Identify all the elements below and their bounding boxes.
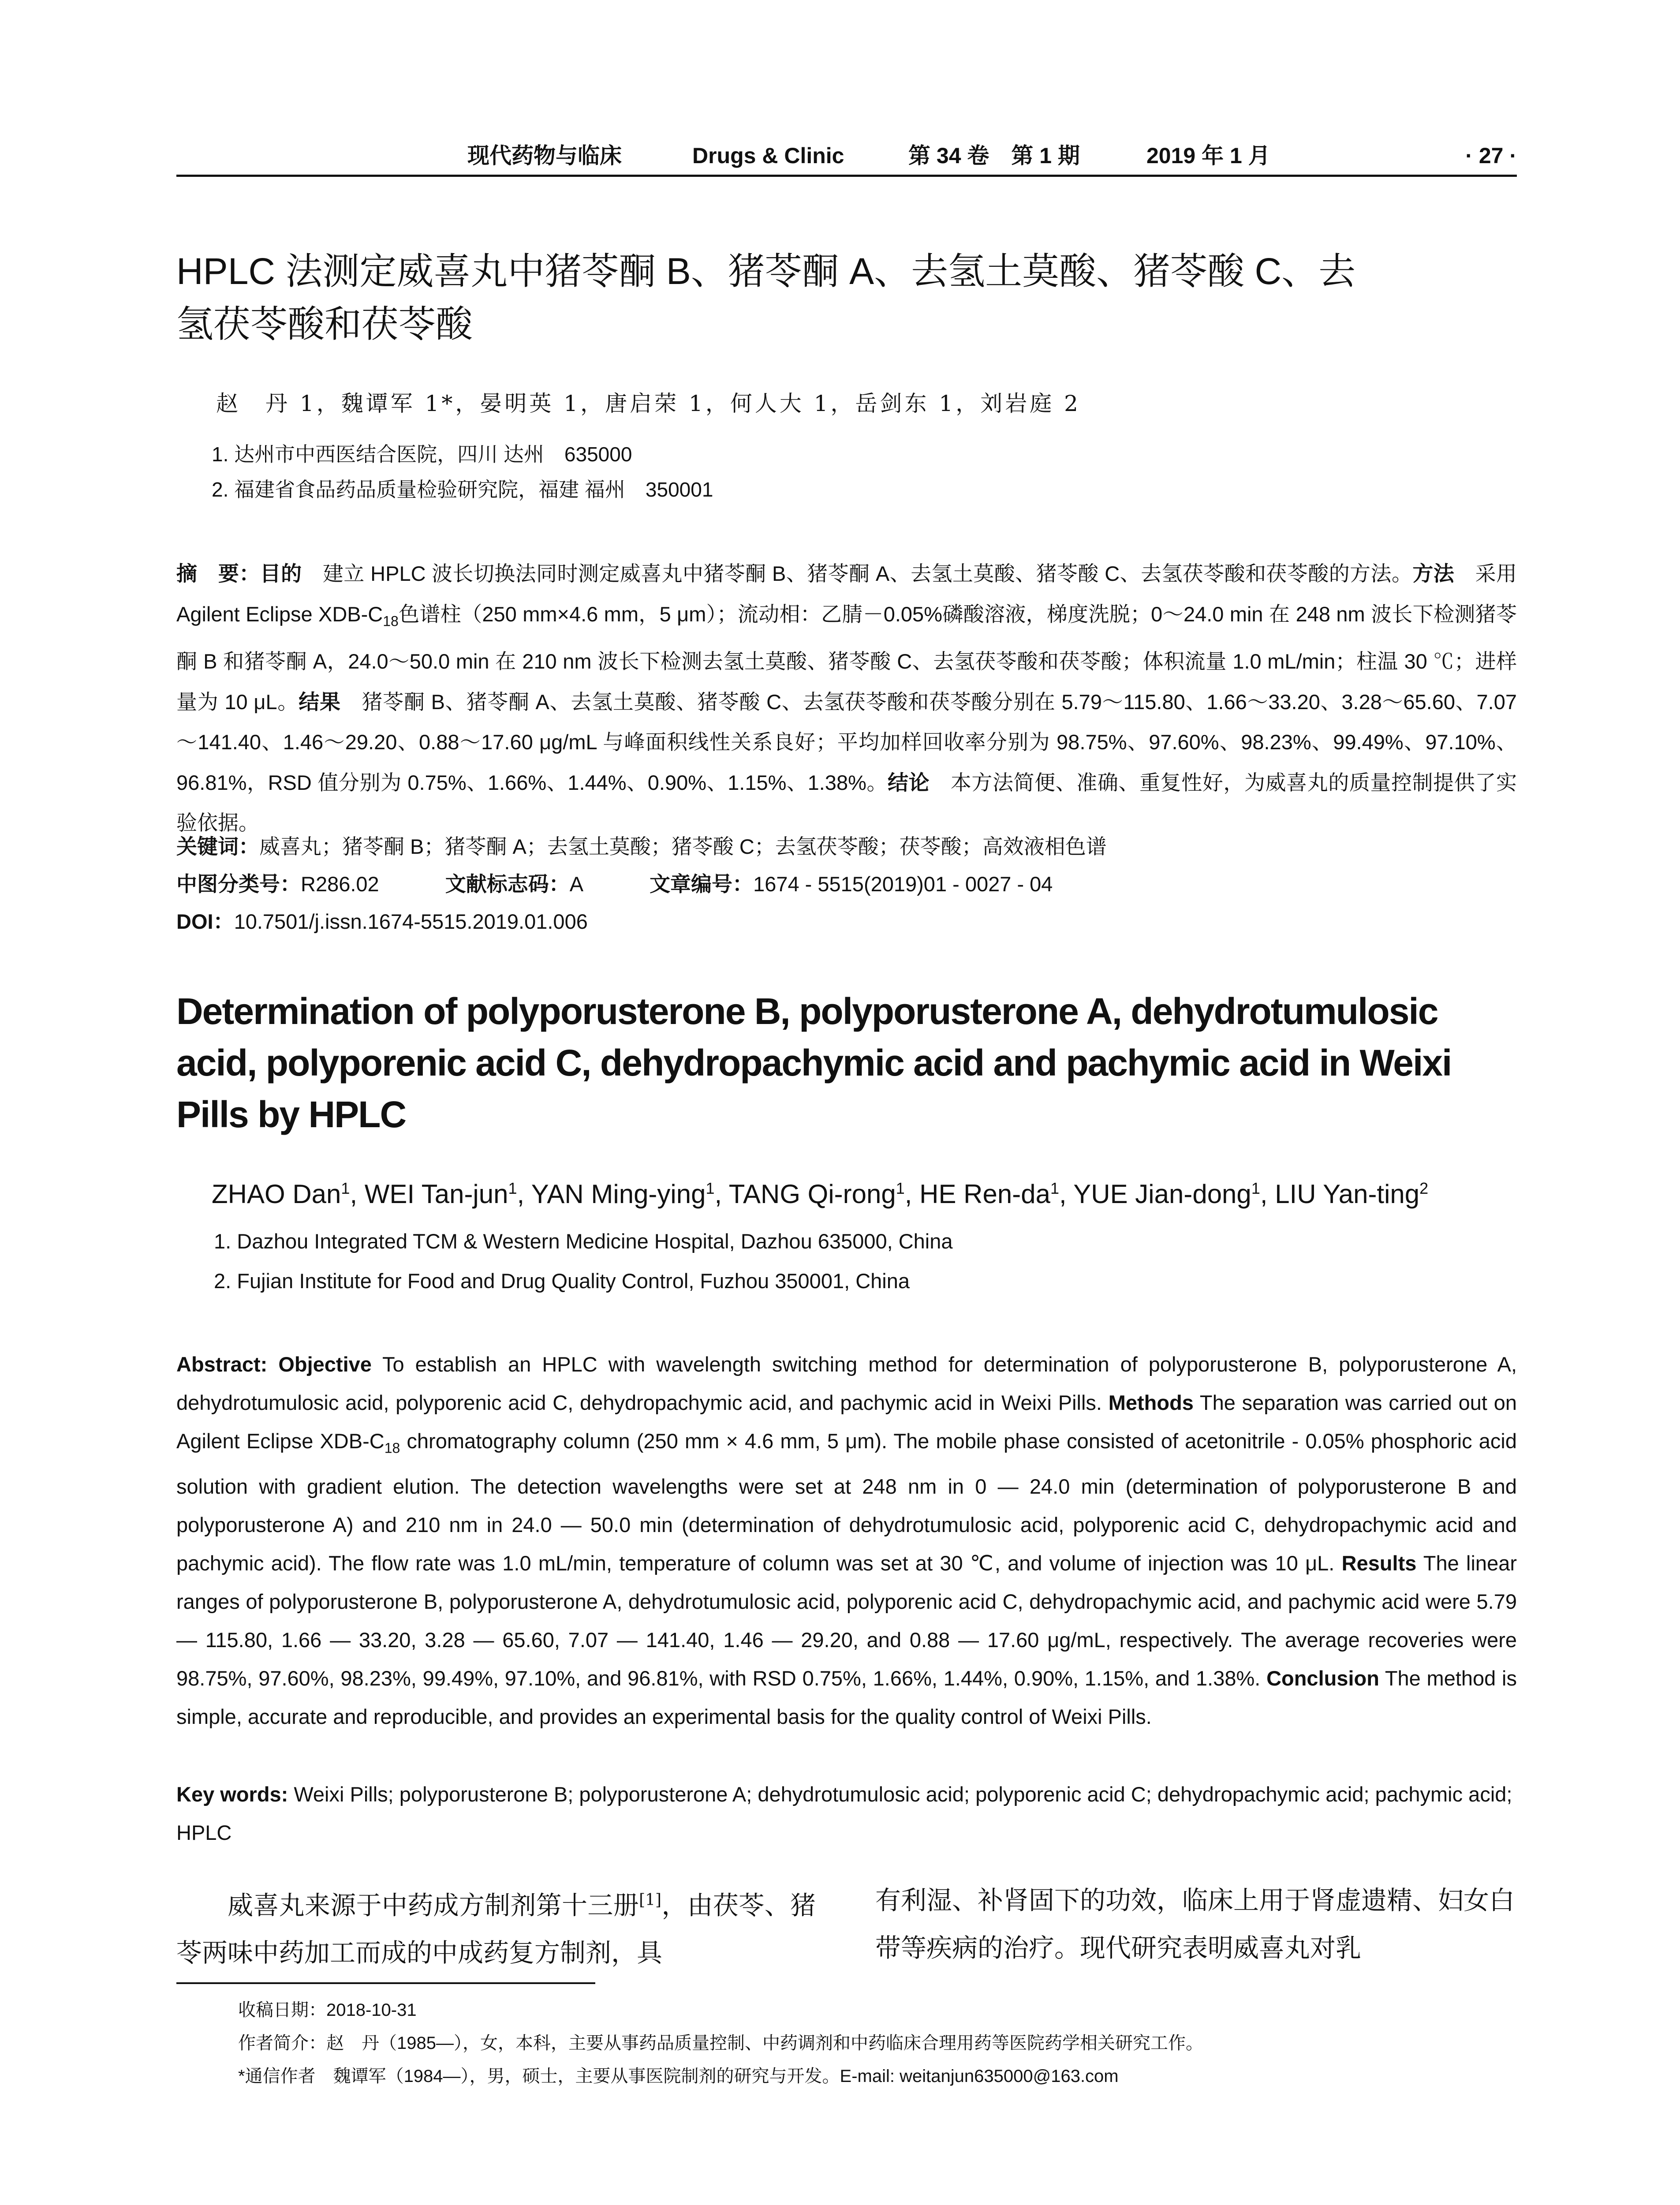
doi-label: DOI： [176, 910, 234, 933]
abstract-cn-methods-label: 方法 [1412, 562, 1455, 585]
journal-name-cn: 现代药物与临床 [467, 143, 622, 168]
author-en-name: YUE Jian-dong [1073, 1179, 1251, 1209]
abstract-en [176, 1345, 1517, 1736]
authors-en: ZHAO Dan$^1$, WEI Tan-jun$^1$, YAN Ming-ying$^1$, TANG Qi-rong$^1$, HE Ren-$da^1$, YUE Jian-dong$^1$, LIU Yan-ting$^2$ [212, 1179, 1429, 1209]
volume-issue: 第 34 卷 第 1 期 [908, 143, 1080, 168]
abstract-cn-methods-a: 采用 Agilent Eclipse XDB-C [176, 562, 1517, 626]
body-column-right: 有利湿、补肾固下的功效，临床上用于肾虚遗精、妇女白带等疾病的治疗。现代研究表明威喜丸对乳 [875, 1885, 1515, 1963]
author-en-affiliation-mark: 1 [341, 1179, 350, 1197]
affiliation-cn-2: 2. 福建省食品药品质量检验研究院，福建 福州 350001 [212, 478, 713, 501]
keywords-cn-text: 威喜丸；猪苓酮 B；猪苓酮 A；去氢土莫酸；猪苓酸 C；去氢茯苓酸；茯苓酸；高效液相色谱 [259, 835, 1107, 858]
author-en-affiliation-mark: 1 [706, 1179, 715, 1197]
doi-link[interactable]: 10.7501/j.issn.1674-5515.2019.01.006 [234, 910, 588, 933]
footnote-author-bio: 作者简介：赵 丹（1985—），女，本科，主要从事药品质量控制、中药调剂和中药临床合理用药等医院药学相关研究工作。 [238, 2033, 1203, 2053]
author-en-name: YAN Ming-ying [531, 1179, 706, 1209]
abstract-cn-methods-sub: 18 [383, 613, 399, 629]
abstract-cn-methods-b: 色谱柱（250 mm×4.6 mm，5 μm）；流动相：乙腈－0.05%磷酸溶液，梯度洗脱；0～24.0 min 在 248 nm 波长下检测猪苓酮 B 和猪苓酮 A，24.0～50.0 min 在 210 nm 波长下检测去氢土莫酸、猪苓酸 C、去氢茯苓酸和茯苓酸；体积流量 1.0 mL/min；柱温 30 ℃；进样量为 10 μL。 [176, 602, 1517, 714]
title-cn-line1: HPLC 法测定威喜丸中猪苓酮 B、猪苓酮 A、去氢土莫酸、猪苓酸 C、去 [176, 250, 1356, 292]
abstract-cn [176, 553, 1517, 843]
clc-label: 中图分类号： [176, 872, 301, 896]
classification-line [176, 867, 1517, 902]
affiliation-en-1: 1. Dazhou Integrated TCM & Western Medicine Hospital, Dazhou 635000, China [214, 1230, 953, 1253]
doi-line [176, 904, 1517, 939]
footnote-divider [176, 1982, 595, 1984]
abstract-cn-objective: 建立 HPLC 波长切换法同时测定威喜丸中猪苓酮 B、猪苓酮 A、去氢土莫酸、猪苓酸 C、去氢茯苓酸和茯苓酸的方法。 [302, 562, 1413, 585]
abstract-cn-conclusion-label: 结论 [888, 770, 930, 794]
body-left-text-b: ，由茯苓、猪苓两味中药加工而成的中成药复方制剂，具 [176, 1890, 816, 1968]
affiliation-en-2: 2. Fujian Institute for Food and Drug Quality Control, Fuzhou 350001, China [214, 1269, 910, 1293]
keywords-en-label: Key words: [176, 1783, 288, 1806]
article-number-value: 1674 - 5515(2019)01 - 0027 - 04 [753, 872, 1053, 896]
keywords-en-text: Weixi Pills; polyporusterone B; polyporusterone A; dehydrotumulosic acid; polyporenic acid C; dehydropachymic acid; pachymic acid; HPLC [176, 1783, 1512, 1844]
issue-date: 2019 年 1 月 [1146, 143, 1270, 168]
abstract-en-results-label: Results [1341, 1551, 1417, 1575]
document-code-value: A [569, 872, 584, 896]
author-en-affiliation-mark: 1 [508, 1179, 517, 1197]
abstract-en-label: Abstract: [176, 1353, 268, 1376]
abstract-en-methods-a: The separation was carried out on Agilent Eclipse XDB-C [176, 1391, 1517, 1453]
title-en: Determination of polyporusterone B, polyporusterone A, dehydrotumulosic acid, polyporenic acid C, dehydropachymic acid and pachymic acid in Weixi Pills by HPLC [176, 990, 1452, 1135]
author-en-affiliation-mark: 2 [1419, 1179, 1429, 1197]
abstract-cn-label: 摘 要： [176, 562, 260, 585]
author-en-affiliation-mark: 1 [1251, 1179, 1260, 1197]
keywords-cn [176, 829, 1517, 864]
author-en-name: ZHAO Dan [212, 1179, 341, 1209]
title-cn-line2: 氢茯苓酸和茯苓酸 [176, 303, 473, 345]
author-en-affiliation-mark: 1 [1050, 1179, 1059, 1197]
reference-link-1[interactable]: [1] [639, 1891, 662, 1909]
abstract-en-methods-label: Methods [1108, 1391, 1194, 1414]
authors-cn: 赵 丹 1，魏谭军 1*，晏明英 1，唐启荣 1，何人大 1，岳剑东 1，刘岩庭 2 [216, 391, 1081, 416]
abstract-en-conclusion-label: Conclusion [1266, 1667, 1379, 1690]
clc-value: R286.02 [301, 872, 379, 896]
abstract-en-conclusion: The method is simple, accurate and reproducible, and provides an experimental basis for the quality control of Weixi Pills. [176, 1667, 1517, 1729]
abstract-cn-results: 猪苓酮 B、猪苓酮 A、去氢土莫酸、猪苓酸 C、去氢茯苓酸和茯苓酸分别在 5.79～115.80、1.66～33.20、3.28～65.60、7.07～141.40、1.46～29.20、0.88～17.60 μg/mL 与峰面积线性关系良好；平均加样回收率分别为 98.75%、97.60%、98.23%、99.49%、97.10%、96.81%，RSD 值分别为 0.75%、1.66%、1.44%、0.90%、1.15%、1.38%。 [176, 690, 1517, 794]
abstract-en-methods-b: chromatography column (250 mm × 4.6 mm, 5 μm). The mobile phase consisted of acetonitrile - 0.05% phosphoric acid solution with gradient elution. The detection wavelengths were set at 248 nm in 0 — 24.0 min (determination of polyporusterone B and polyporusterone A) and 210 nm in 24.0 — 50.0 min (determination of dehydrotumulosic acid, polyporenic acid C, dehydropachymic acid and pachymic acid). The flow rate was 1.0 mL/min, temperature of column was set at 30 ℃, and volume of injection was 10 μL. [176, 1429, 1517, 1575]
abstract-cn-objective-label: 目的 [260, 562, 302, 585]
abstract-en-objective-label: Objective [278, 1353, 372, 1376]
author-en-name: LIU Yan-ting [1275, 1179, 1420, 1209]
body-left-text-a: 威喜丸来源于中药成方制剂第十三册 [228, 1890, 639, 1921]
title-cn [176, 245, 1517, 351]
affiliation-cn-1: 1. 达州市中西医结合医院，四川 达州 635000 [212, 443, 632, 466]
article-number-label: 文章编号： [650, 872, 754, 896]
abstract-en-objective: To establish an HPLC with wavelength switching method for determination of polyporusterone B, polyporusterone A, dehydrotumulosic acid, polyporenic acid C, dehydropachymic acid, and pachymic acid in Weixi Pills. [176, 1353, 1517, 1414]
author-en-affiliation-mark: 1 [896, 1179, 905, 1197]
journal-name-en: Drugs & Clinic [692, 143, 844, 168]
page-number: · 27 · [1465, 143, 1517, 168]
footnote-received-date: 收稿日期：2018-10-31 [238, 2000, 417, 2020]
running-header [176, 140, 1517, 177]
keywords-cn-label: 关键词： [176, 835, 259, 858]
document-code-label: 文献标志码： [445, 872, 570, 896]
footnote-corresponding-author: *通信作者 魏谭军（1984—），男，硕士，主要从事医院制剂的研究与开发。E-mail: weitanjun635000@163.com [238, 2067, 1119, 2086]
abstract-cn-results-label: 结果 [299, 690, 341, 714]
body-column-left [176, 1876, 816, 1977]
abstract-en-methods-sub: 18 [384, 1440, 400, 1456]
author-en-name: HE Ren-da [919, 1179, 1050, 1209]
author-en-name: WEI Tan-jun [364, 1179, 508, 1209]
author-en-name: TANG Qi-rong [728, 1179, 896, 1209]
abstract-cn-conclusion: 本方法简便、准确、重复性好，为威喜丸的质量控制提供了实验依据。 [176, 770, 1517, 835]
abstract-en-results: The linear ranges of polyporusterone B, polyporusterone A, dehydrotumulosic acid, polyporenic acid C, dehydropachymic acid, and pachymic acid were 5.79 — 115.80, 1.66 — 33.20, 3.28 — 65.60, 7.07 — 141.40, 1.46 — 29.20, and 0.88 — 17.60 μg/mL, respectively. The average recoveries were 98.75%, 97.60%, 98.23%, 99.49%, 97.10%, and 96.81%, with RSD 0.75%, 1.66%, 1.44%, 0.90%, 1.15%, and 1.38%. [176, 1551, 1517, 1690]
keywords-en [176, 1775, 1517, 1852]
